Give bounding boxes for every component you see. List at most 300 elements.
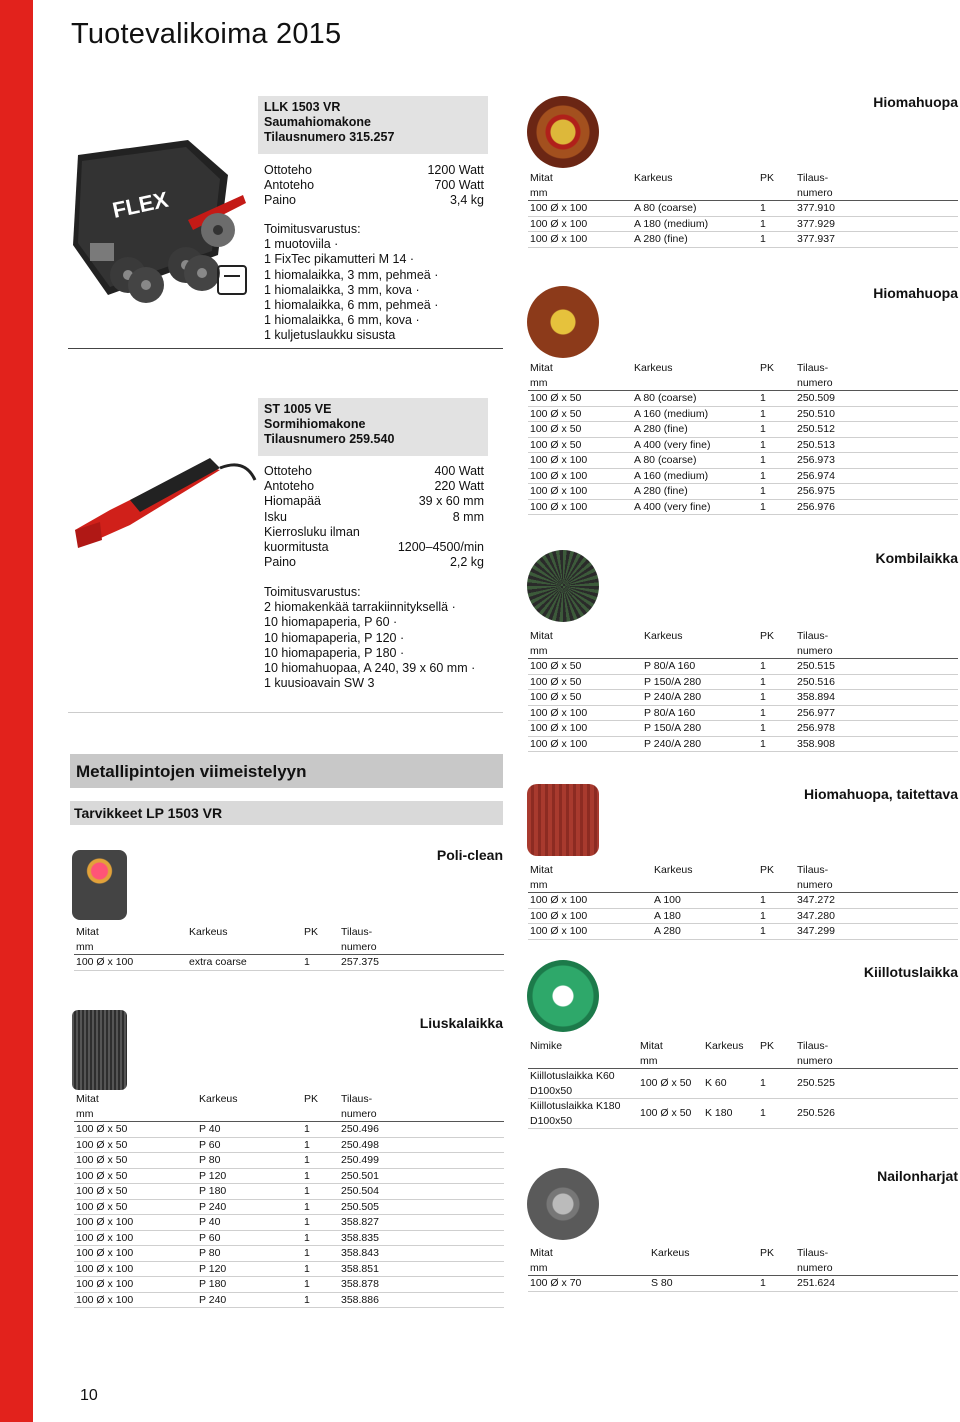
table-row [74,1122,504,1138]
table-cell: 358.886 [339,1292,504,1308]
table-cell: 100 Ø x 50 [74,1199,197,1215]
col-pk: PK [760,864,775,876]
table-cell: A 180 [652,908,758,924]
table-cell: 1 [758,893,795,909]
table-cell: 100 Ø x 100 [74,1261,197,1277]
table-cell: 256.976 [795,499,958,515]
table-cell: 1 [758,406,795,422]
page-title: Tuotevalikoima 2015 [71,18,342,50]
col-karkeus: Karkeus [644,630,683,642]
spec-row [264,163,484,178]
contents-line: 1 hiomalaikka, 3 mm, kova · [264,282,420,297]
col-tilaus: Tilaus- [797,864,829,876]
table-cell: 250.504 [339,1184,504,1200]
col-mitat: Mitat [530,1247,553,1259]
kombilaikka-image [527,550,599,622]
table-cell: 100 Ø x 50 [528,674,642,690]
spec-value: 700 Watt [434,178,484,193]
col-tilaus: Tilaus- [797,1040,829,1052]
table-row [528,705,958,721]
table-cell: 1 [758,232,795,248]
table-cell: 100 Ø x 50 [528,422,632,438]
col-pk: PK [760,172,775,184]
col-unit: mm [638,1054,703,1069]
table-cell: A 280 [652,924,758,940]
col-unit: mm [528,376,632,391]
spec-label: Antoteho [264,178,315,193]
table-cell: 100 Ø x 70 [528,1276,649,1292]
table-cell: 250.501 [339,1168,504,1184]
spec-row [264,479,484,494]
liuskalaikka-table [74,1092,504,1308]
contents-line: 10 hiomahuopaa, A 240, 39 x 60 mm · [264,661,476,676]
table-cell: 1 [758,422,795,438]
table-cell: P 180 [197,1184,302,1200]
col-tilaus: Tilaus- [797,1247,829,1259]
table-cell: A 180 (medium) [632,216,758,232]
table-cell: 100 Ø x 100 [528,232,632,248]
spec-row [264,540,484,555]
table-cell: P 40 [197,1215,302,1231]
table-row [528,406,958,422]
table-cell: 1 [302,1261,339,1277]
spec-label: Kierrosluku ilman [264,524,360,539]
product-name-line-2: D100x50 [530,1084,573,1097]
table-cell: 1 [302,1246,339,1262]
product-name-line-2: D100x50 [530,1114,573,1127]
table-cell: K 180 [703,1099,758,1129]
table-cell: 250.515 [795,659,958,675]
table-row [74,1261,504,1277]
table-row [528,674,958,690]
table-cell: 100 Ø x 100 [528,736,642,752]
table-row [528,1276,958,1292]
col-nimike: Nimike [530,1040,563,1052]
llk-name: Saumahiomakone [264,115,371,129]
table-cell: A 400 (very fine) [632,499,758,515]
col-unit: mm [528,878,652,893]
col-tilaus: Tilaus- [797,172,829,184]
col-tilaus: Tilaus- [797,362,829,374]
st-order-number: Tilausnumero 259.540 [264,432,395,446]
col-tilaus-2: numero [795,644,958,659]
divider [68,348,503,349]
spec-value: 1200 Watt [427,163,484,177]
table-cell: 100 Ø x 50 [528,659,642,675]
st-model: ST 1005 VE [264,402,332,416]
spec-row [264,193,484,208]
st-specs [264,464,484,570]
col-mitat: Mitat [530,630,553,642]
table-cell: 100 Ø x 100 [528,705,642,721]
table-cell: 100 Ø x 50 [74,1137,197,1153]
table-cell: A 160 (medium) [632,468,758,484]
liuskalaikka-title: Liuskalaikka [419,1015,503,1031]
spec-row [264,464,484,479]
contents-line: 10 hiomapaperia, P 60 · [264,615,398,630]
col-karkeus: Karkeus [634,362,673,374]
col-karkeus: Karkeus [654,864,693,876]
col-mitat: Mitat [530,864,553,876]
table-row [528,484,958,500]
spec-value: 8 mm [452,509,484,524]
table-row [528,893,958,909]
spec-label: Paino [264,193,296,208]
table-cell: 250.510 [795,406,958,422]
table-cell: 358.827 [339,1215,504,1231]
table-cell: P 150/A 280 [642,674,758,690]
table-cell: P 240 [197,1292,302,1308]
col-unit: mm [528,1261,649,1276]
contents-line: 1 kuljetuslaukku sisusta [264,328,396,343]
table-cell: 250.525 [795,1069,958,1099]
table-row [528,659,958,675]
col-mitat: Mitat [76,926,99,938]
contents-line: Toimitusvarustus: [264,222,361,236]
spec-row [264,525,484,540]
col-pk: PK [760,362,775,374]
col-karkeus: Karkeus [705,1040,744,1052]
table-cell: 377.910 [795,201,958,217]
spec-label: Hiomapää [264,494,321,509]
table-cell [528,1069,638,1099]
col-karkeus: Karkeus [651,1247,690,1259]
table-cell: 100 Ø x 50 [74,1153,197,1169]
table-cell: 358.851 [339,1261,504,1277]
hiomahuopa-2-title: Hiomahuopa [873,285,958,301]
table-cell: 1 [758,674,795,690]
table-cell: 1 [758,437,795,453]
table-cell: 256.978 [795,721,958,737]
liuskalaikka-image [72,1010,127,1090]
table-row [74,955,504,971]
table-cell: 1 [302,955,339,971]
col-tilaus-2: numero [795,878,958,893]
table-cell: K 60 [703,1069,758,1099]
table-cell: 1 [758,690,795,706]
table-cell: 256.977 [795,705,958,721]
spec-label: kuormitusta [264,540,329,555]
table-cell: 100 Ø x 100 [528,468,632,484]
table-cell: 1 [758,391,795,407]
table-cell: 100 Ø x 100 [528,893,652,909]
table-cell: 100 Ø x 100 [74,1246,197,1262]
table-cell: 1 [758,1069,795,1099]
table-cell: 1 [758,453,795,469]
table-cell: 100 Ø x 50 [638,1069,703,1099]
llk-model: LLK 1503 VR [264,100,341,114]
poli-clean-image [72,850,127,920]
table-cell: A 280 (fine) [632,484,758,500]
spec-row [264,510,484,525]
kiillotuslaikka-title: Kiillotuslaikka [863,964,958,980]
table-cell: P 40 [197,1122,302,1138]
col-unit: mm [528,644,642,659]
spec-row [264,555,484,570]
col-pk: PK [760,630,775,642]
spec-label: Paino [264,555,296,570]
table-cell: 1 [302,1215,339,1231]
table-row [74,1153,504,1169]
table-cell: 100 Ø x 100 [528,721,642,737]
table-row [74,1292,504,1308]
col-tilaus-2: numero [339,1107,504,1122]
table-cell: P 180 [197,1277,302,1293]
table-cell: 1 [758,499,795,515]
table-row [528,232,958,248]
col-tilaus-2: numero [795,186,958,201]
table-cell: 250.516 [795,674,958,690]
llk-specs [264,163,484,209]
kiillotuslaikka-table [528,1039,958,1129]
table-cell: 1 [302,1199,339,1215]
table-row [528,437,958,453]
table-row [528,908,958,924]
table-cell: A 280 (fine) [632,422,758,438]
contents-line: 1 kuusioavain SW 3 [264,676,375,691]
hiomahuopa-image [527,96,599,168]
table-cell: 1 [758,484,795,500]
spec-value: 2,2 kg [449,555,484,570]
table-cell: 256.973 [795,453,958,469]
st-product-image [70,440,260,555]
kombilaikka-table [528,629,958,752]
table-cell: 100 Ø x 50 [528,690,642,706]
col-karkeus: Karkeus [199,1093,238,1105]
table-cell: 100 Ø x 50 [74,1184,197,1200]
table-cell: 100 Ø x 50 [74,1168,197,1184]
table-cell: 347.299 [795,924,958,940]
hiomahuopa-table [528,171,958,248]
spec-label: Isku [264,509,287,524]
table-cell: A 160 (medium) [632,406,758,422]
col-mitat: Mitat [530,172,553,184]
table-cell: P 120 [197,1168,302,1184]
contents-line: 2 hiomakenkää tarrakiinnityksellä · [264,600,456,615]
table-row [528,499,958,515]
table-cell: 347.280 [795,908,958,924]
llk-header [258,96,488,154]
table-cell: A 280 (fine) [632,232,758,248]
product-name: Kiillotuslaikka K180 [530,1100,621,1112]
table-cell: A 80 (coarse) [632,391,758,407]
hiomahuopa-2-image [527,286,599,358]
table-row [74,1199,504,1215]
llk-contents [264,222,504,344]
table-cell: P 150/A 280 [642,721,758,737]
table-cell: P 80 [197,1153,302,1169]
table-cell: 250.512 [795,422,958,438]
hiomahuopa-title: Hiomahuopa [873,94,958,110]
table-cell: 1 [758,908,795,924]
table-cell: 1 [302,1137,339,1153]
table-row [528,468,958,484]
table-cell: 250.513 [795,437,958,453]
col-mitat: Mitat [640,1040,663,1052]
table-cell: 1 [758,1099,795,1129]
table-cell: 1 [302,1230,339,1246]
table-cell: A 80 (coarse) [632,453,758,469]
table-cell: 1 [758,1276,795,1292]
table-cell: 100 Ø x 100 [528,499,632,515]
table-cell: 100 Ø x 50 [528,406,632,422]
table-cell: 377.929 [795,216,958,232]
table-cell: 1 [758,736,795,752]
table-cell: 100 Ø x 100 [74,1292,197,1308]
table-cell: 250.498 [339,1137,504,1153]
table-cell: 100 Ø x 100 [74,1230,197,1246]
table-row [528,736,958,752]
table-row [74,1230,504,1246]
table-cell: 1 [302,1122,339,1138]
st-contents [264,585,504,691]
taitettava-table [528,863,958,940]
col-karkeus: Karkeus [634,172,673,184]
table-row [528,422,958,438]
col-pk: PK [304,926,319,938]
nailonharjat-image [527,1168,599,1240]
table-cell: 100 Ø x 50 [74,1122,197,1138]
spec-label: Antoteho [264,479,315,494]
table-cell: P 80/A 160 [642,659,758,675]
contents-line: 1 hiomalaikka, 6 mm, pehmeä · [264,298,439,313]
contents-line: 10 hiomapaperia, P 120 · [264,630,405,645]
table-cell: P 60 [197,1137,302,1153]
page-number: 10 [80,1387,98,1404]
table-cell: 358.835 [339,1230,504,1246]
table-cell: 358.878 [339,1277,504,1293]
table-row [74,1137,504,1153]
table-cell: 250.505 [339,1199,504,1215]
table-cell: 100 Ø x 50 [528,391,632,407]
table-row [74,1184,504,1200]
table-cell: 257.375 [339,955,504,971]
table-cell: 256.975 [795,484,958,500]
table-cell: P 240 [197,1199,302,1215]
taitettava-title: Hiomahuopa, taitettava [803,786,958,802]
table-cell: 100 Ø x 100 [528,216,632,232]
table-cell: 1 [302,1277,339,1293]
spec-value: 39 x 60 mm [418,494,484,509]
contents-line: 1 hiomalaikka, 3 mm, pehmeä · [264,267,439,282]
col-pk: PK [304,1093,319,1105]
table-cell: 1 [758,468,795,484]
table-cell: 358.843 [339,1246,504,1262]
table-cell: 100 Ø x 50 [528,437,632,453]
table-cell: 358.894 [795,690,958,706]
table-cell: S 80 [649,1276,758,1292]
col-karkeus: Karkeus [189,926,228,938]
spec-label: Ottoteho [264,163,312,177]
nailonharjat-table [528,1246,958,1292]
table-cell: 1 [302,1292,339,1308]
table-cell: 256.974 [795,468,958,484]
col-unit: mm [528,186,632,201]
table-row [528,690,958,706]
table-cell: 347.272 [795,893,958,909]
poli-clean-table [74,925,504,971]
table-cell: P 80/A 160 [642,705,758,721]
taitettava-image [527,784,599,856]
table-cell: 1 [758,721,795,737]
red-side-bar [0,0,33,1422]
llk-order-number: Tilausnumero 315.257 [264,130,395,144]
st-name: Sormihiomakone [264,417,366,431]
col-tilaus: Tilaus- [341,1093,373,1105]
table-cell: P 120 [197,1261,302,1277]
table-cell: A 400 (very fine) [632,437,758,453]
table-row [528,924,958,940]
col-tilaus-2: numero [795,1054,958,1069]
table-cell: 1 [758,705,795,721]
subsection-band: Tarvikkeet LP 1503 VR [70,801,503,825]
table-cell: extra coarse [187,955,302,971]
table-row [528,453,958,469]
table-cell: 1 [302,1168,339,1184]
col-tilaus-2: numero [795,376,958,391]
table-row [528,1069,958,1099]
spec-value: 3,4 kg [449,193,484,208]
table-row [528,216,958,232]
col-pk: PK [760,1247,775,1259]
table-cell: P 240/A 280 [642,736,758,752]
table-cell: P 80 [197,1246,302,1262]
table-cell: P 240/A 280 [642,690,758,706]
table-cell: 100 Ø x 50 [638,1099,703,1129]
col-mitat: Mitat [76,1093,99,1105]
table-cell: 100 Ø x 100 [528,924,652,940]
table-cell: A 80 (coarse) [632,201,758,217]
table-cell: 250.526 [795,1099,958,1129]
table-cell: 1 [758,924,795,940]
svg-text:FLEX: FLEX [110,186,171,223]
contents-line: 10 hiomapaperia, P 180 · [264,645,405,660]
contents-line: 1 FixTec pikamutteri M 14 · [264,252,415,267]
table-row [528,1099,958,1129]
hiomahuopa-2-table [528,361,958,515]
table-cell: 377.937 [795,232,958,248]
table-row [74,1215,504,1231]
table-cell: 1 [758,201,795,217]
table-cell: 250.496 [339,1122,504,1138]
table-cell: 100 Ø x 100 [528,453,632,469]
spec-row [264,178,484,193]
col-tilaus: Tilaus- [341,926,373,938]
table-cell: 251.624 [795,1276,958,1292]
spec-value: 220 Watt [434,479,484,494]
table-cell: 100 Ø x 100 [74,955,187,971]
spec-value: 1200–4500/min [397,540,484,555]
table-cell: 250.509 [795,391,958,407]
table-cell: 100 Ø x 100 [74,1215,197,1231]
case-icon [217,265,247,295]
section-band: Metallipintojen viimeistelyyn [70,754,503,788]
col-mitat: Mitat [530,362,553,374]
col-tilaus-2: numero [795,1261,958,1276]
col-pk: PK [760,1040,775,1052]
col-unit: mm [74,1107,197,1122]
table-cell: 250.499 [339,1153,504,1169]
spec-row [264,494,484,509]
st-header [258,398,488,456]
kiillotuslaikka-image [527,960,599,1032]
divider [68,712,503,713]
table-cell [528,1099,638,1129]
contents-line: 1 muotoviila · [264,237,339,252]
table-cell: 100 Ø x 100 [528,908,652,924]
contents-line: Toimitusvarustus: [264,585,361,599]
table-cell: 358.908 [795,736,958,752]
